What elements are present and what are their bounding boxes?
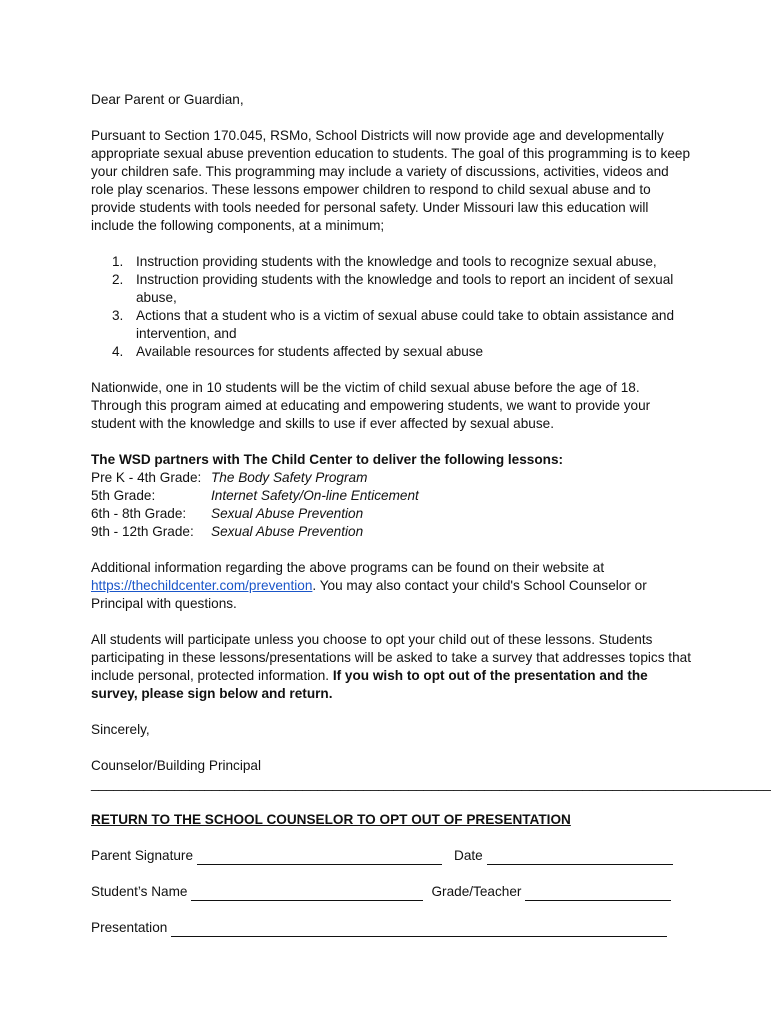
- presentation-row: [91, 919, 691, 937]
- parent-signature-row: [91, 847, 691, 865]
- grade-row: [91, 505, 691, 523]
- letter-page: [91, 91, 771, 937]
- partners-heading: The WSD partners with The Child Center to deliver the following lessons:: [91, 452, 564, 467]
- grade-teacher-field[interactable]: [525, 887, 671, 901]
- optout-heading: RETURN TO THE SCHOOL COUNSELOR TO OPT OUT OF PRESENTATION: [91, 812, 571, 827]
- additional-info-paragraph: Additional information regarding the above programs can be found on their website at https://thechildcenter.com/prevention. You may also contact your child's School Counselor or Principal with questions.: [91, 560, 647, 611]
- student-name-label: Student’s Name: [91, 884, 188, 899]
- date-label: Date: [454, 848, 483, 863]
- parent-signature-field[interactable]: [197, 851, 442, 865]
- presentation-field[interactable]: [171, 923, 667, 937]
- list-item: 2. Instruction providing students with the knowledge and tools to report an incident of sexual abuse,: [112, 272, 674, 305]
- grade-program: Sexual Abuse Prevention: [211, 506, 364, 521]
- grade-label: Pre K - 4th Grade:: [91, 470, 202, 485]
- grade-row: [91, 469, 691, 487]
- grade-program: Sexual Abuse Prevention: [211, 524, 364, 539]
- website-link[interactable]: https://thechildcenter.com/prevention: [91, 578, 313, 593]
- presentation-label: Presentation: [91, 920, 168, 935]
- signature-line: __________________________________________________________________________________________: [91, 776, 771, 791]
- student-name-field[interactable]: [191, 887, 423, 901]
- grade-teacher-label: Grade/Teacher: [431, 884, 522, 899]
- participation-paragraph: All students will participate unless you choose to opt your child out of these lessons. Students participating in these lessons/presentations will be asked to take a survey that addresses topics that include personal, protected information. If you wish to opt out of the presentation and the survey, please sign below and return.: [91, 632, 691, 701]
- signer-title: Counselor/Building Principal: [91, 758, 262, 773]
- intro-paragraph: Pursuant to Section 170.045, RSMo, School Districts will now provide age and developmentally appropriate sexual abuse prevention education to students. The goal of this programming is to keep your children safe. This programming may include a variety of discussions, activities, videos and role play scenarios. These lessons empower children to respond to child sexual abuse and to provide students with tools needed for personal safety. Under Missouri law this education will include the following components, at a minimum;: [91, 128, 691, 233]
- opt-out-instruction: If you wish to opt out of the presentation and the survey, please sign below and return.: [91, 668, 648, 701]
- nationwide-paragraph: Nationwide, one in 10 students will be the victim of child sexual abuse before the age of 18. Through this program aimed at educating and empowering students, we want to provide your student with the knowledge and skills to use if ever affected by sexual abuse.: [91, 380, 651, 431]
- date-field[interactable]: [487, 851, 673, 865]
- grades-table: [91, 469, 691, 541]
- grade-row: [91, 523, 691, 541]
- components-list: [91, 253, 691, 361]
- grade-label: 9th - 12th Grade:: [91, 524, 194, 539]
- list-item: 4. Available resources for students affected by sexual abuse: [112, 344, 484, 359]
- list-item: 3. Actions that a student who is a victim of sexual abuse could take to obtain assistance and intervention, and: [112, 308, 675, 341]
- grade-row: [91, 487, 691, 505]
- parent-signature-label: Parent Signature: [91, 848, 194, 863]
- closing: Sincerely,: [91, 722, 150, 737]
- grade-label: 5th Grade:: [91, 488, 156, 503]
- grade-program: The Body Safety Program: [211, 470, 368, 485]
- grade-program: Internet Safety/On-line Enticement: [211, 488, 419, 503]
- list-item: 1. Instruction providing students with the knowledge and tools to recognize sexual abuse,: [112, 254, 657, 269]
- grade-label: 6th - 8th Grade:: [91, 506, 187, 521]
- salutation: Dear Parent or Guardian,: [91, 92, 244, 107]
- student-name-row: [91, 883, 691, 901]
